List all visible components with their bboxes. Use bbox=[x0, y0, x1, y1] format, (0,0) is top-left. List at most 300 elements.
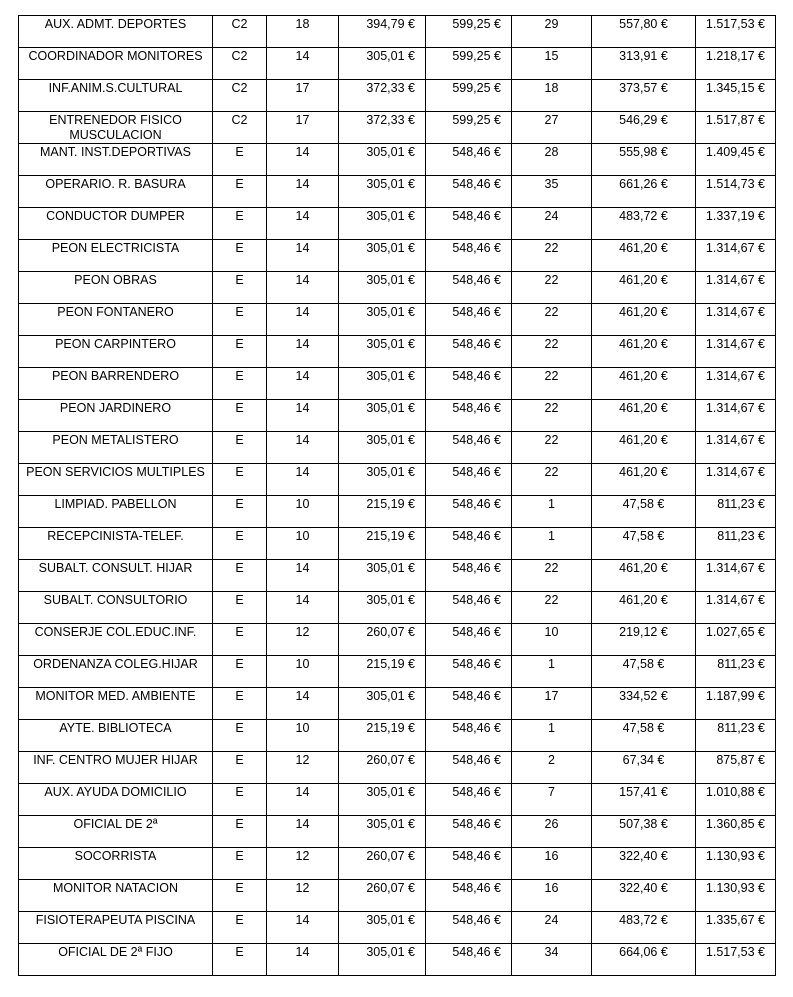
cell-especifico bbox=[592, 720, 696, 752]
cell-salario-base bbox=[339, 880, 426, 912]
cell-nivel-text: 14 bbox=[295, 273, 310, 287]
cell-nivel bbox=[267, 304, 339, 336]
cell-nivel-text: 14 bbox=[295, 49, 310, 63]
cell-total bbox=[696, 528, 776, 560]
cell-puntos bbox=[512, 208, 592, 240]
cell-puntos bbox=[512, 144, 592, 176]
cell-puntos-text: 22 bbox=[544, 465, 559, 479]
cell-puesto bbox=[19, 720, 213, 752]
cell-complemento-text: 548,46 € bbox=[452, 657, 501, 671]
cell-grupo-text: C2 bbox=[231, 49, 248, 63]
cell-puesto bbox=[19, 432, 213, 464]
cell-puntos bbox=[512, 400, 592, 432]
cell-especifico bbox=[592, 624, 696, 656]
cell-nivel bbox=[267, 48, 339, 80]
cell-nivel bbox=[267, 112, 339, 144]
salary-table bbox=[18, 15, 776, 976]
cell-complemento-text: 599,25 € bbox=[452, 113, 501, 127]
cell-salario-base-text: 260,07 € bbox=[366, 625, 415, 639]
cell-grupo-text: C2 bbox=[231, 17, 248, 31]
cell-especifico-text: 555,98 € bbox=[619, 145, 668, 159]
cell-puesto bbox=[19, 656, 213, 688]
cell-especifico-text: 546,29 € bbox=[619, 113, 668, 127]
cell-complemento-text: 599,25 € bbox=[452, 81, 501, 95]
cell-grupo-text: E bbox=[235, 689, 244, 703]
cell-nivel-text: 14 bbox=[295, 209, 310, 223]
cell-salario-base-text: 305,01 € bbox=[366, 145, 415, 159]
cell-grupo bbox=[213, 240, 267, 272]
table-row bbox=[19, 400, 776, 432]
cell-nivel-text: 10 bbox=[295, 497, 310, 511]
cell-especifico-text: 47,58 € bbox=[622, 721, 665, 735]
cell-especifico-text: 483,72 € bbox=[619, 209, 668, 223]
table-row bbox=[19, 16, 776, 48]
cell-nivel bbox=[267, 400, 339, 432]
cell-especifico-text: 461,20 € bbox=[619, 337, 668, 351]
cell-especifico bbox=[592, 432, 696, 464]
cell-complemento bbox=[426, 304, 512, 336]
cell-nivel-text: 14 bbox=[295, 401, 310, 415]
cell-salario-base bbox=[339, 336, 426, 368]
cell-puntos-text: 26 bbox=[544, 817, 559, 831]
cell-especifico bbox=[592, 80, 696, 112]
cell-especifico-text: 557,80 € bbox=[619, 17, 668, 31]
cell-puntos-text: 18 bbox=[544, 81, 559, 95]
cell-nivel-text: 14 bbox=[295, 465, 310, 479]
cell-puntos-text: 24 bbox=[544, 913, 559, 927]
cell-puntos bbox=[512, 336, 592, 368]
cell-salario-base bbox=[339, 400, 426, 432]
cell-grupo-text: E bbox=[235, 817, 244, 831]
cell-total bbox=[696, 240, 776, 272]
cell-puesto-text: AUX. AYUDA DOMICILIO bbox=[44, 785, 187, 799]
cell-total-text: 1.027,65 € bbox=[705, 625, 765, 639]
cell-puesto-text: PEON ELECTRICISTA bbox=[51, 241, 180, 255]
cell-grupo-text: E bbox=[235, 945, 244, 959]
cell-grupo-text: E bbox=[235, 433, 244, 447]
cell-nivel-text: 12 bbox=[295, 849, 310, 863]
cell-grupo bbox=[213, 432, 267, 464]
cell-total bbox=[696, 944, 776, 976]
cell-salario-base-text: 260,07 € bbox=[366, 849, 415, 863]
cell-complemento-text: 548,46 € bbox=[452, 401, 501, 415]
cell-puesto-text: MANT. INST.DEPORTIVAS bbox=[40, 145, 191, 159]
cell-total-text: 1.130,93 € bbox=[705, 881, 765, 895]
cell-complemento bbox=[426, 752, 512, 784]
cell-especifico bbox=[592, 816, 696, 848]
cell-nivel-text: 14 bbox=[295, 785, 310, 799]
cell-total-text: 1.409,45 € bbox=[705, 145, 765, 159]
cell-nivel-text: 18 bbox=[295, 17, 310, 31]
cell-salario-base-text: 260,07 € bbox=[366, 753, 415, 767]
cell-puesto-text: RECEPCINISTA-TELEF. bbox=[47, 529, 184, 543]
cell-grupo bbox=[213, 336, 267, 368]
cell-salario-base-text: 305,01 € bbox=[366, 465, 415, 479]
cell-grupo bbox=[213, 80, 267, 112]
cell-nivel bbox=[267, 880, 339, 912]
cell-complemento bbox=[426, 464, 512, 496]
cell-puntos bbox=[512, 432, 592, 464]
cell-total bbox=[696, 784, 776, 816]
cell-nivel bbox=[267, 816, 339, 848]
table-row bbox=[19, 48, 776, 80]
table-row bbox=[19, 784, 776, 816]
cell-grupo-text: E bbox=[235, 241, 244, 255]
table-row bbox=[19, 144, 776, 176]
cell-total bbox=[696, 816, 776, 848]
cell-salario-base bbox=[339, 848, 426, 880]
cell-complemento bbox=[426, 816, 512, 848]
cell-salario-base bbox=[339, 592, 426, 624]
cell-total bbox=[696, 336, 776, 368]
cell-puesto-text: CONDUCTOR DUMPER bbox=[46, 209, 185, 223]
cell-puesto bbox=[19, 272, 213, 304]
cell-especifico bbox=[592, 848, 696, 880]
cell-complemento-text: 599,25 € bbox=[452, 17, 501, 31]
cell-salario-base-text: 394,79 € bbox=[366, 17, 415, 31]
cell-complemento bbox=[426, 784, 512, 816]
cell-especifico-text: 507,38 € bbox=[619, 817, 668, 831]
cell-puntos-text: 1 bbox=[548, 497, 555, 511]
table-row bbox=[19, 624, 776, 656]
cell-grupo bbox=[213, 592, 267, 624]
cell-puntos-text: 22 bbox=[544, 273, 559, 287]
cell-especifico bbox=[592, 336, 696, 368]
cell-nivel bbox=[267, 560, 339, 592]
cell-total-text: 1.345,15 € bbox=[705, 81, 765, 95]
cell-puntos-text: 27 bbox=[544, 113, 559, 127]
cell-total-text: 1.517,87 € bbox=[705, 113, 765, 127]
cell-grupo-text: E bbox=[235, 657, 244, 671]
cell-puntos-text: 1 bbox=[548, 721, 555, 735]
cell-puesto bbox=[19, 816, 213, 848]
cell-total bbox=[696, 848, 776, 880]
table-row bbox=[19, 816, 776, 848]
cell-total-text: 1.314,67 € bbox=[705, 593, 765, 607]
table-row bbox=[19, 656, 776, 688]
cell-complemento-text: 548,46 € bbox=[452, 433, 501, 447]
cell-complemento-text: 548,46 € bbox=[452, 273, 501, 287]
cell-puntos bbox=[512, 752, 592, 784]
cell-grupo bbox=[213, 144, 267, 176]
cell-salario-base bbox=[339, 688, 426, 720]
cell-puntos bbox=[512, 368, 592, 400]
cell-puesto-text: LIMPIAD. PABELLON bbox=[54, 497, 177, 511]
cell-puesto bbox=[19, 624, 213, 656]
cell-complemento-text: 548,46 € bbox=[452, 529, 501, 543]
cell-puesto-text: OFICIAL DE 2ª bbox=[73, 817, 158, 831]
cell-puntos bbox=[512, 720, 592, 752]
cell-total bbox=[696, 432, 776, 464]
cell-grupo-text: E bbox=[235, 561, 244, 575]
cell-salario-base bbox=[339, 944, 426, 976]
cell-grupo-text: E bbox=[235, 337, 244, 351]
cell-puntos bbox=[512, 176, 592, 208]
cell-especifico-text: 67,34 € bbox=[622, 753, 665, 767]
table-row bbox=[19, 528, 776, 560]
cell-nivel-text: 12 bbox=[295, 753, 310, 767]
cell-total-text: 811,23 € bbox=[717, 657, 765, 671]
cell-puntos-text: 35 bbox=[544, 177, 559, 191]
cell-total-text: 1.360,85 € bbox=[705, 817, 765, 831]
cell-salario-base bbox=[339, 208, 426, 240]
cell-complemento bbox=[426, 912, 512, 944]
cell-nivel bbox=[267, 368, 339, 400]
cell-nivel-text: 14 bbox=[295, 433, 310, 447]
cell-total bbox=[696, 912, 776, 944]
cell-grupo bbox=[213, 16, 267, 48]
cell-total-text: 1.314,67 € bbox=[705, 273, 765, 287]
cell-puntos-text: 34 bbox=[544, 945, 559, 959]
cell-salario-base-text: 305,01 € bbox=[366, 593, 415, 607]
cell-nivel bbox=[267, 848, 339, 880]
cell-puesto bbox=[19, 528, 213, 560]
cell-puntos-text: 1 bbox=[548, 529, 555, 543]
cell-puesto-text: OFICIAL DE 2ª FIJO bbox=[58, 945, 173, 959]
table-row bbox=[19, 848, 776, 880]
cell-total-text: 811,23 € bbox=[717, 529, 765, 543]
cell-especifico bbox=[592, 528, 696, 560]
table-row bbox=[19, 720, 776, 752]
cell-grupo bbox=[213, 720, 267, 752]
cell-total bbox=[696, 624, 776, 656]
cell-grupo-text: E bbox=[235, 497, 244, 511]
cell-complemento bbox=[426, 432, 512, 464]
cell-especifico-text: 461,20 € bbox=[619, 561, 668, 575]
cell-puesto-text: AUX. ADMT. DEPORTES bbox=[44, 17, 187, 31]
cell-especifico-text: 461,20 € bbox=[619, 593, 668, 607]
table-row bbox=[19, 944, 776, 976]
cell-puntos-text: 15 bbox=[544, 49, 559, 63]
cell-salario-base bbox=[339, 112, 426, 144]
table-row bbox=[19, 912, 776, 944]
cell-salario-base bbox=[339, 144, 426, 176]
cell-nivel bbox=[267, 592, 339, 624]
table-row bbox=[19, 880, 776, 912]
cell-complemento bbox=[426, 336, 512, 368]
cell-especifico-text: 461,20 € bbox=[619, 433, 668, 447]
cell-total-text: 1.314,67 € bbox=[705, 401, 765, 415]
cell-salario-base bbox=[339, 816, 426, 848]
cell-total bbox=[696, 496, 776, 528]
cell-complemento bbox=[426, 16, 512, 48]
cell-complemento bbox=[426, 720, 512, 752]
cell-puesto-text: FISIOTERAPEUTA PISCINA bbox=[35, 913, 196, 927]
cell-puesto-text: PEON FONTANERO bbox=[57, 305, 174, 319]
table-row bbox=[19, 272, 776, 304]
cell-total-text: 1.314,67 € bbox=[705, 433, 765, 447]
cell-especifico-text: 373,57 € bbox=[619, 81, 668, 95]
cell-salario-base bbox=[339, 304, 426, 336]
cell-salario-base bbox=[339, 240, 426, 272]
cell-grupo-text: E bbox=[235, 753, 244, 767]
cell-nivel bbox=[267, 528, 339, 560]
cell-grupo-text: E bbox=[235, 401, 244, 415]
cell-especifico-text: 157,41 € bbox=[619, 785, 668, 799]
cell-puesto bbox=[19, 944, 213, 976]
cell-nivel bbox=[267, 752, 339, 784]
cell-complemento-text: 548,46 € bbox=[452, 305, 501, 319]
cell-total-text: 811,23 € bbox=[717, 497, 765, 511]
cell-grupo bbox=[213, 304, 267, 336]
cell-salario-base-text: 305,01 € bbox=[366, 369, 415, 383]
cell-especifico-text: 47,58 € bbox=[622, 529, 665, 543]
cell-grupo bbox=[213, 880, 267, 912]
cell-puntos-text: 1 bbox=[548, 657, 555, 671]
cell-salario-base bbox=[339, 272, 426, 304]
cell-nivel bbox=[267, 656, 339, 688]
cell-especifico-text: 322,40 € bbox=[619, 849, 668, 863]
cell-nivel-text: 14 bbox=[295, 913, 310, 927]
cell-complemento bbox=[426, 112, 512, 144]
cell-total bbox=[696, 592, 776, 624]
cell-salario-base bbox=[339, 560, 426, 592]
cell-puntos-text: 16 bbox=[544, 881, 559, 895]
cell-puesto-text: MONITOR MED. AMBIENTE bbox=[35, 689, 196, 703]
cell-grupo-text: E bbox=[235, 305, 244, 319]
cell-puntos-text: 29 bbox=[544, 17, 559, 31]
cell-total bbox=[696, 112, 776, 144]
cell-salario-base-text: 305,01 € bbox=[366, 433, 415, 447]
cell-complemento-text: 548,46 € bbox=[452, 689, 501, 703]
cell-puesto bbox=[19, 336, 213, 368]
cell-complemento bbox=[426, 848, 512, 880]
cell-total bbox=[696, 16, 776, 48]
cell-puesto-text: OPERARIO. R. BASURA bbox=[45, 177, 186, 191]
cell-total-text: 1.314,67 € bbox=[705, 369, 765, 383]
cell-grupo-text: C2 bbox=[231, 113, 248, 127]
cell-grupo bbox=[213, 656, 267, 688]
cell-puntos bbox=[512, 112, 592, 144]
cell-grupo bbox=[213, 400, 267, 432]
cell-salario-base-text: 305,01 € bbox=[366, 209, 415, 223]
cell-total-text: 1.314,67 € bbox=[705, 561, 765, 575]
cell-grupo bbox=[213, 272, 267, 304]
cell-puntos-text: 16 bbox=[544, 849, 559, 863]
cell-complemento-text: 548,46 € bbox=[452, 241, 501, 255]
cell-salario-base-text: 305,01 € bbox=[366, 273, 415, 287]
cell-puntos-text: 22 bbox=[544, 369, 559, 383]
cell-salario-base-text: 305,01 € bbox=[366, 689, 415, 703]
cell-nivel-text: 17 bbox=[295, 113, 310, 127]
cell-complemento bbox=[426, 880, 512, 912]
cell-puntos-text: 22 bbox=[544, 241, 559, 255]
cell-puesto-text: AYTE. BIBLIOTECA bbox=[59, 721, 172, 735]
cell-complemento-text: 548,46 € bbox=[452, 593, 501, 607]
cell-grupo bbox=[213, 688, 267, 720]
cell-complemento-text: 599,25 € bbox=[452, 49, 501, 63]
cell-salario-base bbox=[339, 48, 426, 80]
cell-nivel bbox=[267, 336, 339, 368]
cell-puesto bbox=[19, 48, 213, 80]
cell-puesto bbox=[19, 144, 213, 176]
cell-complemento bbox=[426, 240, 512, 272]
cell-total-text: 875,87 € bbox=[716, 753, 765, 767]
cell-especifico bbox=[592, 400, 696, 432]
cell-puesto bbox=[19, 848, 213, 880]
table-row bbox=[19, 368, 776, 400]
cell-especifico-text: 461,20 € bbox=[619, 305, 668, 319]
cell-puntos bbox=[512, 624, 592, 656]
cell-salario-base bbox=[339, 912, 426, 944]
cell-salario-base bbox=[339, 784, 426, 816]
table-row bbox=[19, 240, 776, 272]
cell-total bbox=[696, 48, 776, 80]
cell-total-text: 1.337,19 € bbox=[705, 209, 765, 223]
cell-especifico bbox=[592, 48, 696, 80]
cell-puesto bbox=[19, 496, 213, 528]
cell-complemento bbox=[426, 80, 512, 112]
cell-complemento bbox=[426, 496, 512, 528]
cell-total-text: 1.335,67 € bbox=[705, 913, 765, 927]
cell-total-text: 1.314,67 € bbox=[705, 305, 765, 319]
cell-total-text: 811,23 € bbox=[717, 721, 765, 735]
cell-puntos bbox=[512, 912, 592, 944]
cell-nivel bbox=[267, 144, 339, 176]
cell-complemento-text: 548,46 € bbox=[452, 849, 501, 863]
cell-grupo-text: C2 bbox=[231, 81, 248, 95]
cell-complemento bbox=[426, 944, 512, 976]
cell-salario-base bbox=[339, 464, 426, 496]
cell-especifico-text: 661,26 € bbox=[619, 177, 668, 191]
cell-puesto bbox=[19, 240, 213, 272]
cell-puesto-text: PEON OBRAS bbox=[74, 273, 157, 287]
cell-puesto bbox=[19, 784, 213, 816]
cell-puesto-text: PEON JARDINERO bbox=[59, 401, 172, 415]
cell-nivel-text: 14 bbox=[295, 593, 310, 607]
cell-grupo-text: E bbox=[235, 881, 244, 895]
cell-puntos bbox=[512, 816, 592, 848]
cell-puntos-text: 7 bbox=[548, 785, 555, 799]
cell-complemento-text: 548,46 € bbox=[452, 145, 501, 159]
cell-total-text: 1.010,88 € bbox=[705, 785, 765, 799]
cell-puesto bbox=[19, 176, 213, 208]
cell-puntos-text: 22 bbox=[544, 337, 559, 351]
cell-especifico-text: 483,72 € bbox=[619, 913, 668, 927]
cell-puntos bbox=[512, 944, 592, 976]
cell-nivel bbox=[267, 688, 339, 720]
cell-salario-base-text: 215,19 € bbox=[366, 657, 415, 671]
cell-puntos-text: 22 bbox=[544, 593, 559, 607]
cell-complemento bbox=[426, 656, 512, 688]
cell-puesto bbox=[19, 560, 213, 592]
table-row bbox=[19, 176, 776, 208]
cell-complemento bbox=[426, 208, 512, 240]
cell-puntos bbox=[512, 880, 592, 912]
cell-puntos-text: 22 bbox=[544, 433, 559, 447]
cell-puesto-text: PEON SERVICIOS MULTIPLES bbox=[26, 465, 205, 479]
cell-especifico bbox=[592, 560, 696, 592]
cell-especifico bbox=[592, 368, 696, 400]
cell-puesto-text: MONITOR NATACION bbox=[53, 881, 178, 895]
cell-total bbox=[696, 208, 776, 240]
cell-especifico bbox=[592, 752, 696, 784]
cell-especifico bbox=[592, 496, 696, 528]
cell-complemento bbox=[426, 688, 512, 720]
cell-puntos bbox=[512, 240, 592, 272]
cell-puntos-text: 17 bbox=[544, 689, 559, 703]
cell-grupo bbox=[213, 784, 267, 816]
cell-puesto-text: CONSERJE COL.EDUC.INF. bbox=[34, 625, 197, 639]
cell-grupo-text: E bbox=[235, 849, 244, 863]
cell-nivel bbox=[267, 272, 339, 304]
cell-salario-base-text: 305,01 € bbox=[366, 817, 415, 831]
cell-salario-base-text: 215,19 € bbox=[366, 497, 415, 511]
cell-especifico bbox=[592, 208, 696, 240]
cell-salario-base bbox=[339, 496, 426, 528]
cell-complemento-text: 548,46 € bbox=[452, 881, 501, 895]
cell-complemento-text: 548,46 € bbox=[452, 913, 501, 927]
